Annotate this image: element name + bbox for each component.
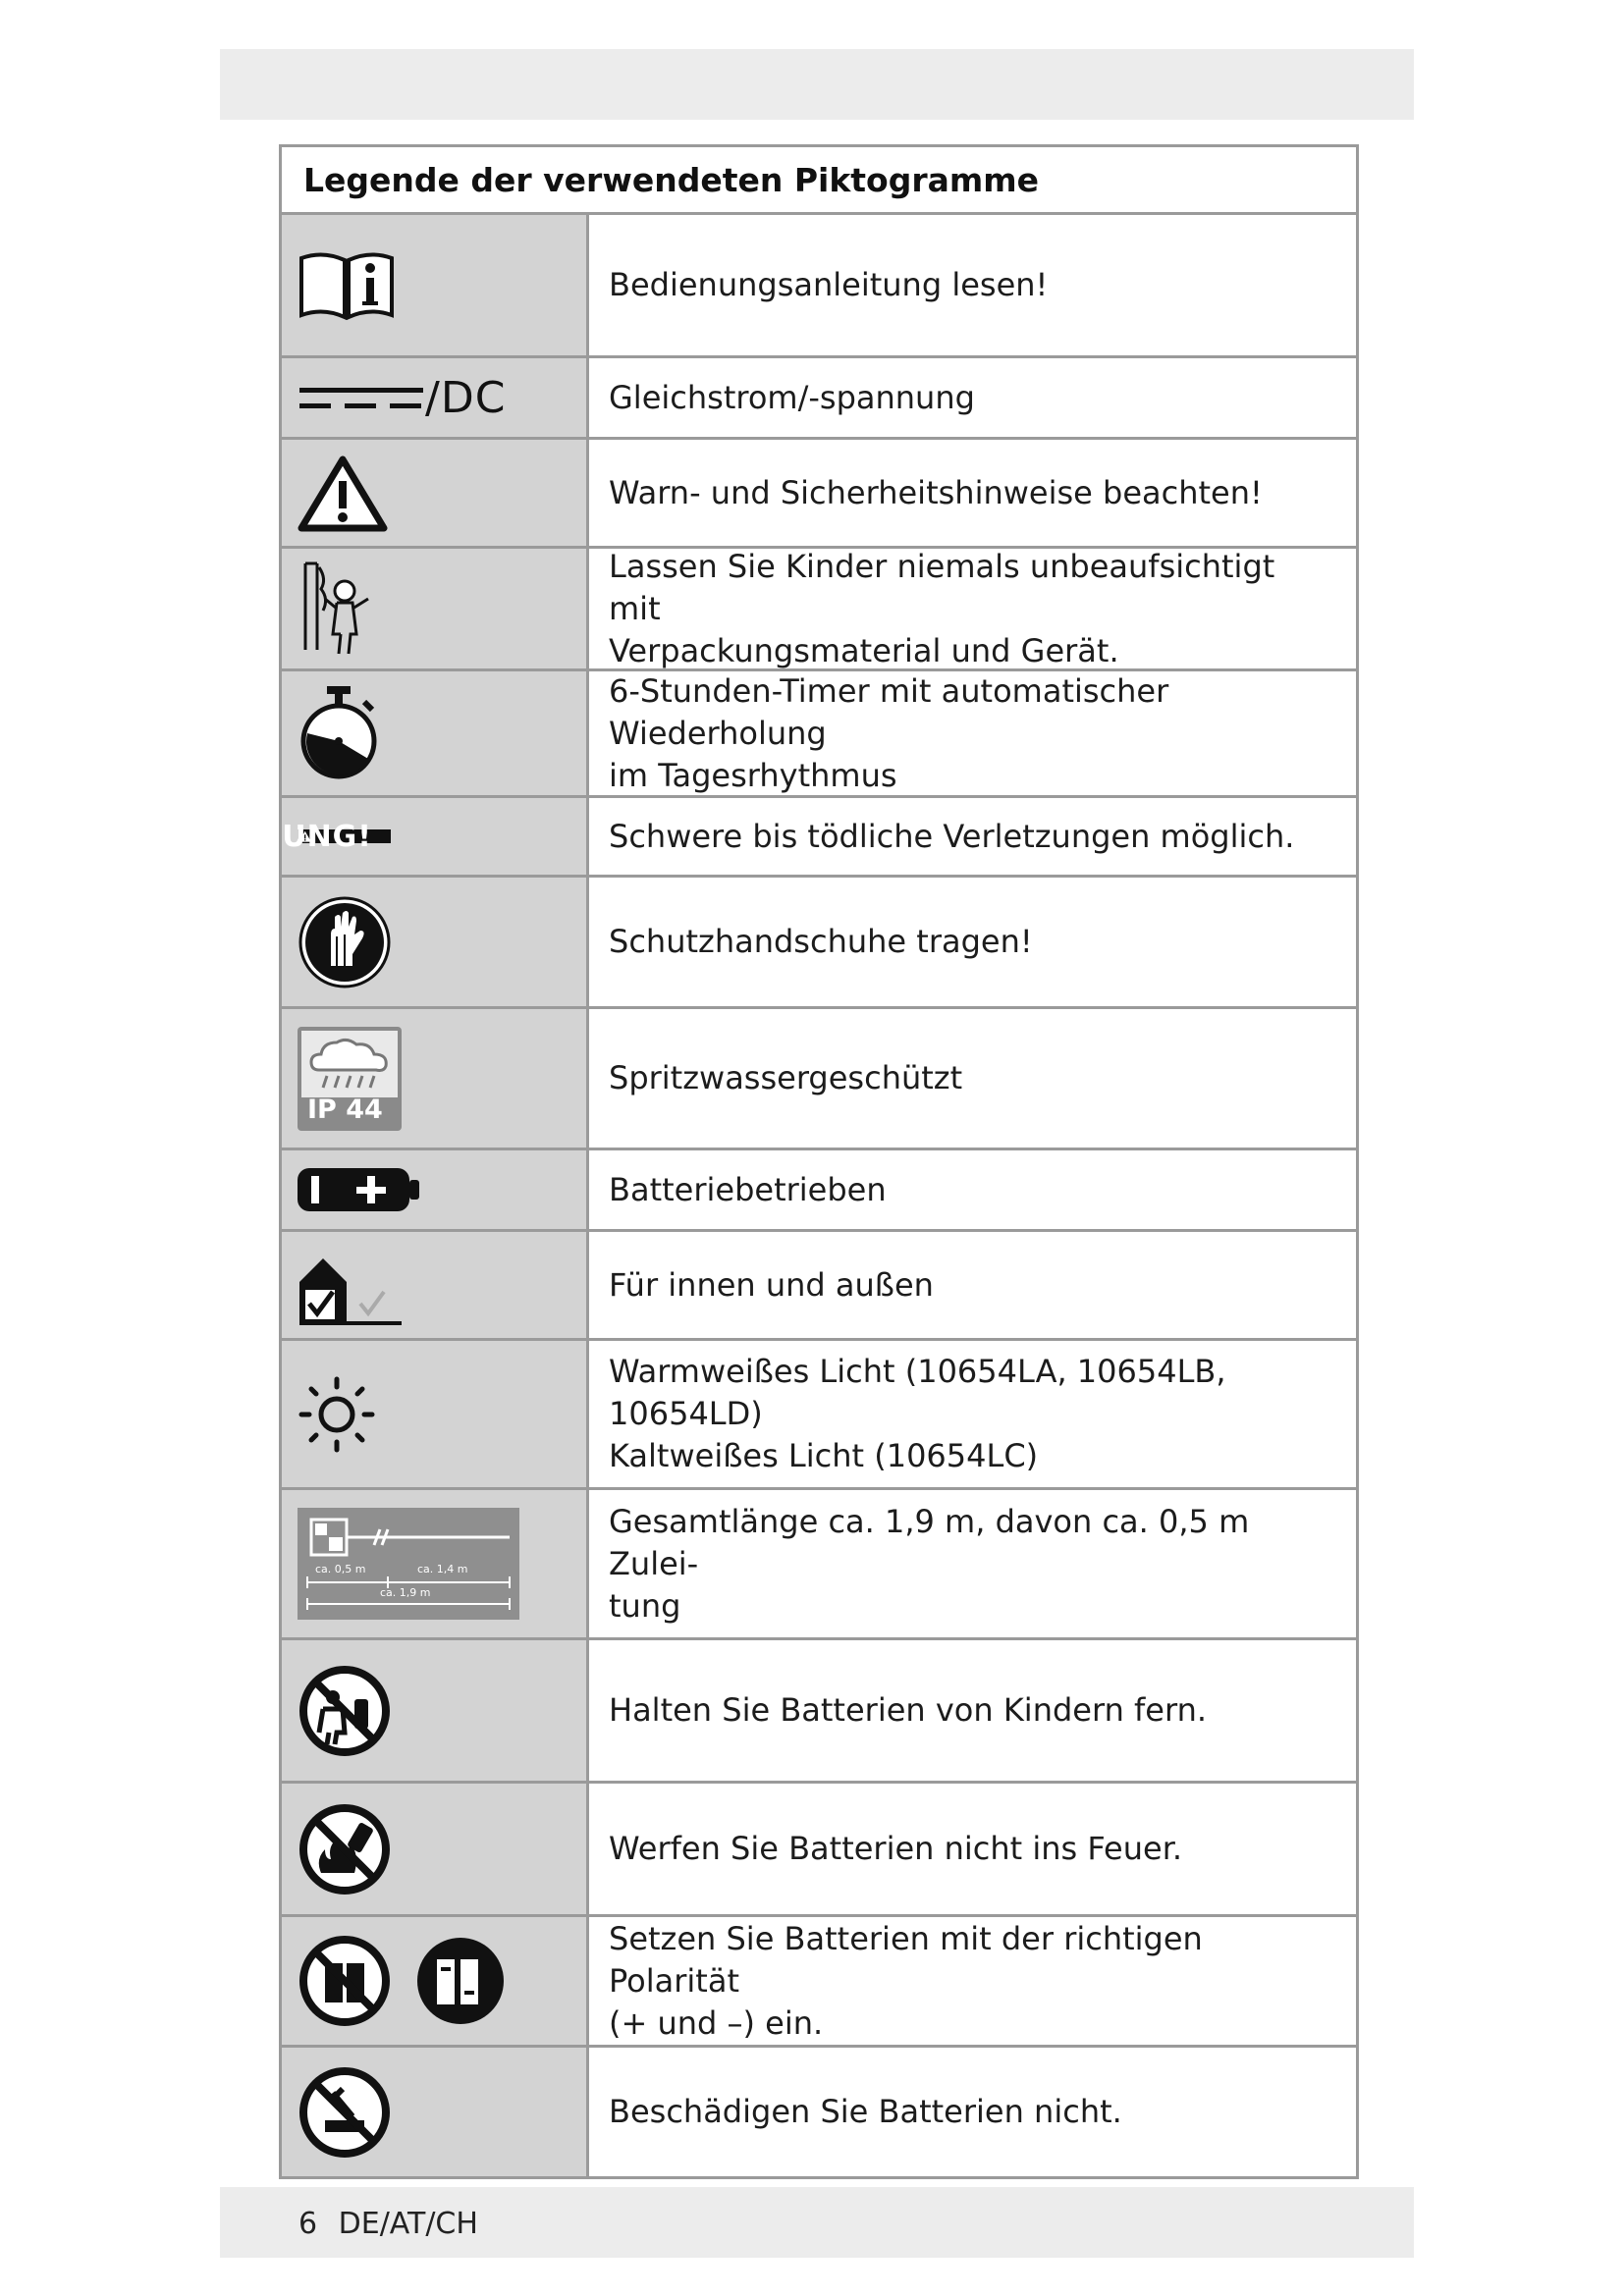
legend-title: Legende der verwendeten Piktogramme <box>282 147 1356 215</box>
legend-text: Schutzhandschuhe tragen! <box>609 923 1033 960</box>
keep-batteries-from-children-icon <box>298 1664 392 1758</box>
icon-cell <box>282 1490 589 1637</box>
header-bar <box>220 49 1414 120</box>
legend-row <box>282 1232 1356 1341</box>
cable-label-lead: ca. 0,5 m <box>315 1563 366 1575</box>
legend-text: Gleichstrom/-spannung <box>609 378 975 416</box>
icon-cell <box>282 215 589 355</box>
icon-cell <box>282 1009 589 1148</box>
legend-text: Setzen Sie Batterien mit der richtigen Polarität (+ und –) ein. <box>609 1919 1203 2042</box>
cable-length-icon <box>298 1508 519 1620</box>
page-number: 6 <box>298 2207 318 2241</box>
icon-cell <box>282 671 589 795</box>
timer-icon <box>298 684 380 782</box>
legend-row <box>282 1917 1356 2048</box>
battery-icon <box>298 1166 421 1213</box>
legend-text: Beschädigen Sie Batterien nicht. <box>609 2093 1122 2130</box>
footer-text <box>298 2207 490 2241</box>
legend-row <box>282 2048 1356 2176</box>
direct-current-icon <box>298 378 425 417</box>
icon-cell <box>177 798 589 875</box>
legend-text: Gesamtlänge ca. 1,9 m, davon ca. 0,5 m Zulei- tung <box>609 1502 1250 1625</box>
legend-row <box>282 1490 1356 1640</box>
legend-row <box>282 440 1356 549</box>
legend-text: Halten Sie Batterien von Kindern fern. <box>609 1691 1208 1729</box>
cable-label-total: ca. 1,9 m <box>380 1586 431 1599</box>
legend-text: Spritzwassergeschützt <box>609 1059 963 1096</box>
do-not-damage-batteries-icon <box>298 2065 392 2160</box>
ip44-label: IP 44 <box>307 1095 383 1125</box>
read-manual-icon <box>298 246 396 325</box>
legend-text: Lassen Sie Kinder niemals unbeaufsichtigt mit Verpackungsmaterial und Gerät. <box>609 547 1275 669</box>
cable-label-lights: ca. 1,4 m <box>417 1563 468 1575</box>
legend-row <box>282 1640 1356 1784</box>
legend-row <box>282 1009 1356 1150</box>
warning-label-text: WARNUNG! <box>177 819 372 854</box>
child-packaging-icon <box>298 560 376 658</box>
legend-row <box>282 1150 1356 1232</box>
legend-text: Für innen und außen <box>609 1265 934 1304</box>
protective-gloves-icon <box>298 895 392 989</box>
legend-text: Warmweißes Licht (10654LA, 10654LB, 10654LD) Kaltweißes Licht (10654LC) <box>609 1353 1226 1474</box>
legend-row <box>282 1341 1356 1490</box>
icon-cell <box>282 1341 589 1487</box>
icon-cell <box>282 358 589 437</box>
legend-text: Bedienungsanleitung lesen! <box>609 266 1049 303</box>
legend-text: Werfen Sie Batterien nicht ins Feuer. <box>609 1830 1183 1867</box>
locale-label: DE/AT/CH <box>338 2207 478 2241</box>
battery-polarity-icon <box>298 1934 508 2028</box>
legend-text: Batteriebetrieben <box>609 1170 887 1208</box>
dc-label: /DC <box>425 372 507 423</box>
legend-row <box>282 878 1356 1009</box>
icon-cell <box>282 1784 589 1914</box>
icon-cell <box>282 1232 589 1338</box>
legend-text: Schwere bis tödliche Verletzungen möglich. <box>609 817 1295 855</box>
footer-bar <box>220 2187 1414 2258</box>
legend-row <box>177 798 1356 878</box>
legend-text: 6-Stunden-Timer mit automatischer Wiederholung im Tagesrhythmus <box>609 671 1169 794</box>
legend-row <box>282 671 1356 798</box>
warning-triangle-icon <box>298 454 388 532</box>
sun-light-icon <box>298 1375 376 1454</box>
legend-text: Warn- und Sicherheitshinweise beachten! <box>609 473 1263 511</box>
icon-cell <box>282 878 589 1006</box>
icon-cell <box>282 1150 589 1229</box>
icon-cell <box>282 2048 589 2176</box>
legend-row <box>282 1784 1356 1917</box>
legend-row <box>282 549 1356 671</box>
indoor-outdoor-icon <box>298 1243 406 1327</box>
legend-row <box>282 215 1356 358</box>
icon-cell <box>282 440 589 546</box>
pictogram-legend-table <box>177 144 1359 2179</box>
icon-cell <box>282 1640 589 1781</box>
icon-cell <box>282 549 589 668</box>
legend-row <box>282 358 1356 440</box>
icon-cell <box>282 1917 589 2045</box>
no-batteries-in-fire-icon <box>298 1802 392 1896</box>
